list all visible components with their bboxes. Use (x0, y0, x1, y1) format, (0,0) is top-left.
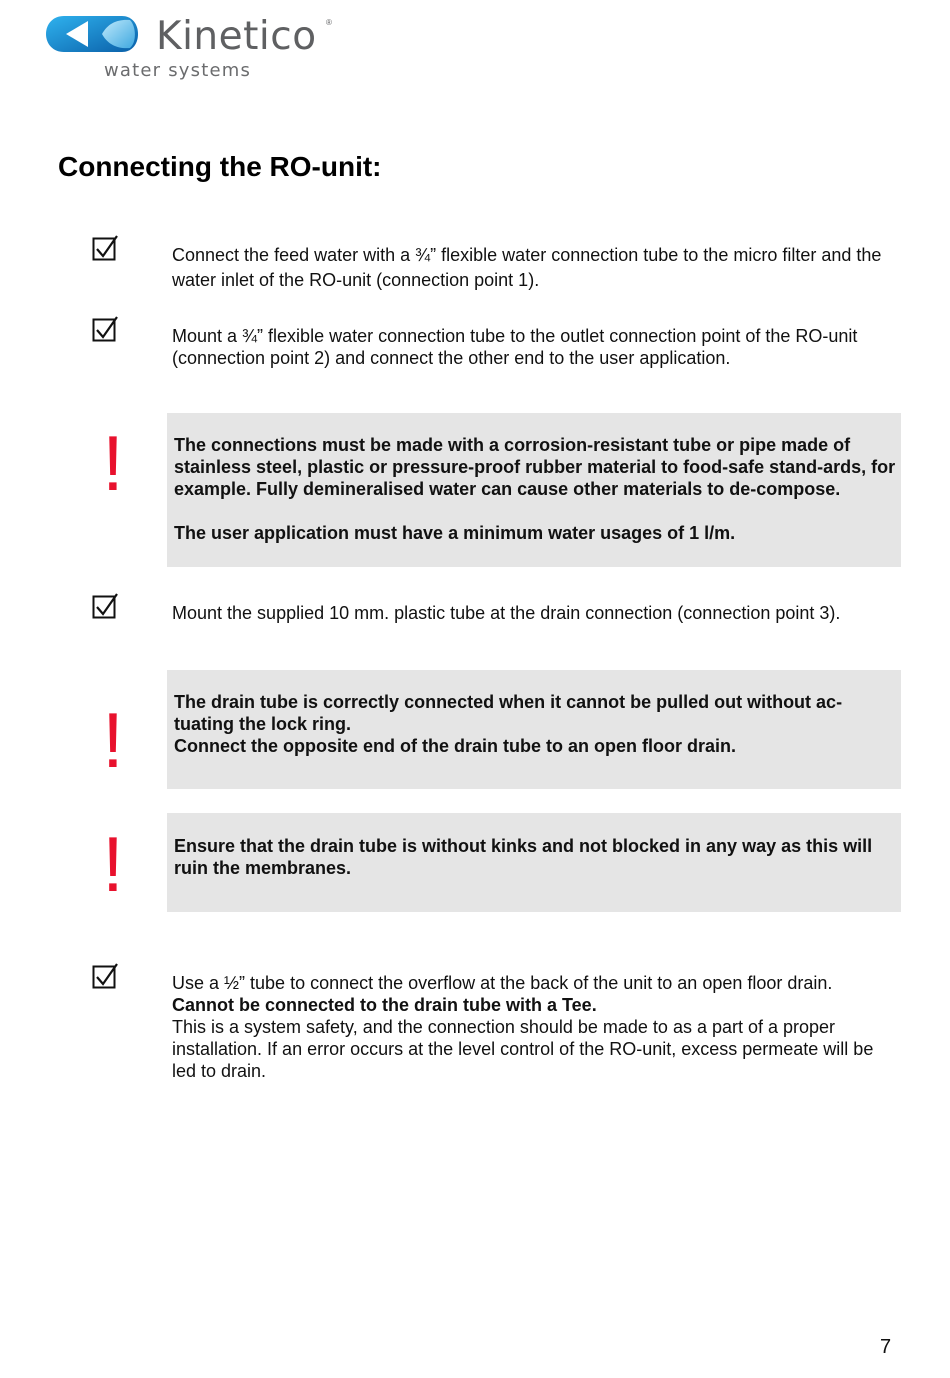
step-2-text (172, 325, 902, 369)
page-number: 7 (880, 1336, 892, 1358)
exclamation-icon: ! (102, 696, 124, 784)
checkbox-checked-icon (92, 316, 118, 342)
warning-2-line-2: Connect the opposite end of the drain tube to an open floor drain. (174, 736, 736, 756)
step-4-extra-paragraph: This is a system safety, and the connection should be made to as a part of a proper installation. If an error occurs at the level control of the RO-unit, excess permeate will be led to drain. (172, 1017, 874, 1081)
kinetico-logo (44, 12, 344, 84)
exclamation-icon: ! (102, 820, 124, 908)
warning-1-text (174, 434, 896, 544)
page-title: Connecting the RO-unit: (58, 151, 382, 182)
step-2-paragraph: Mount a ¾” flexible water connection tube to the outlet connection point of the RO-unit (connection point 2) and connect the other end to the user application. (172, 326, 858, 368)
warning-1-paragraph-1: The connections must be made with a corrosion-resistant tube or pipe made of stainless steel, plastic or pressure-proof rubber material to food-safe stand-ards, for example. Fully demineralised water can cause other materials to de-compose. (174, 435, 896, 499)
brand-tagline: water systems (104, 60, 252, 81)
step-4-bold-note: Cannot be connected to the drain tube with a Tee. (172, 995, 597, 1015)
step-4-text (172, 972, 902, 1082)
brand-name: Kinetico (156, 14, 317, 59)
checkbox-checked-icon (92, 593, 118, 619)
warning-3-paragraph: Ensure that the drain tube is without kinks and not blocked in any way as this will ruin the membranes. (174, 836, 873, 878)
exclamation-icon: ! (102, 419, 124, 507)
checkbox-checked-icon (92, 235, 118, 261)
step-1-paragraph: Connect the feed water with a ¾” flexible water connection tube to the micro filter and the water inlet of the RO-unit (connection point 1). (172, 245, 882, 290)
step-4-paragraph: Use a ½” tube to connect the overflow at the back of the unit to an open floor drain. (172, 973, 833, 993)
warning-1-paragraph-2: The user application must have a minimum water usages of 1 l/m. (174, 523, 736, 543)
checkbox-checked-icon (92, 963, 118, 989)
step-1-text (172, 243, 902, 293)
warning-2-line-1: The drain tube is correctly connected when it cannot be pulled out without ac-tuating the lock ring. (174, 692, 843, 734)
step-3-paragraph: Mount the supplied 10 mm. plastic tube at the drain connection (connection point 3). (172, 603, 841, 623)
step-3-text (172, 602, 902, 624)
water-drop-logo-icon (44, 14, 140, 54)
warning-3-text (174, 835, 896, 879)
registered-mark: ® (326, 18, 332, 27)
warning-2-text (174, 691, 896, 757)
